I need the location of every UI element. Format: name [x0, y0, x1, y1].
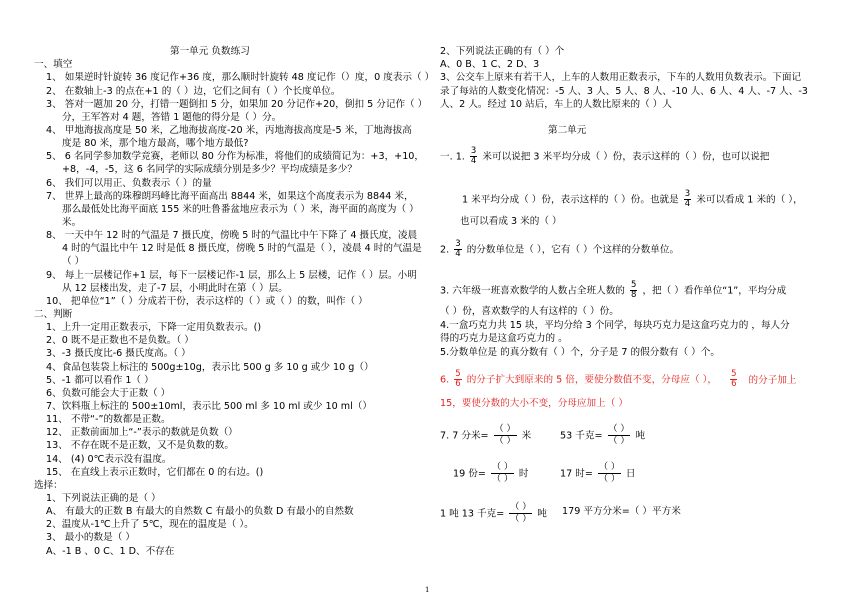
section-fill-blank: 一、填空 — [34, 59, 73, 70]
section-choice: 选择： — [34, 480, 63, 491]
question-8-line-3: （ ） — [62, 256, 85, 267]
choice-r2: 2、下列说法正确的有（ ）个 — [440, 46, 565, 57]
unit2-q6-line-2: 15，要使分数的大小不变，分母应加上（ ） — [440, 398, 628, 409]
blank-fraction[interactable]: $\frac{( )}{( )}$ — [598, 462, 620, 484]
blank-fraction[interactable]: $\frac{( )}{( )}$ — [510, 502, 532, 524]
convert-7-dm: 7. 7 分米= $\frac{( )}{( )}$ 米 — [440, 424, 532, 446]
section-judge: 二、判断 — [34, 309, 73, 320]
unit2-q3-line-1: 3. 六年级一班喜欢数学的人数占全班人数的 $\frac{5}{8}$ ，把（ ）看作单位“1”，平均分成 — [440, 280, 787, 300]
question-7-line-3: 米。 — [62, 217, 82, 228]
fraction-3-4: $\frac{3}{4}$ — [455, 239, 461, 259]
question-2: 2、 在数轴上-3 的点在+1 的（ ）边，它们之间有（ ）个长度单位。 — [46, 86, 341, 97]
judge-11: 11、 不带“-”的数都是正数。 — [46, 414, 171, 425]
judge-4: 4、食品包装袋上标注的 500g±10g，表示比 500 g 多 10 g 或少 10 g（） — [46, 362, 374, 373]
judge-2: 2、0 既不是正数也不是负数。（ ） — [46, 335, 194, 346]
question-4-line-1: 4、 甲地海拔高度是 50 米，乙地海拔高度-20 米，丙地海拔高度是-5 米，丁地海拔高 — [46, 125, 412, 136]
convert-179-sq-dm: 179 平方分米=（ ）平方米 — [562, 506, 681, 517]
fraction-5-8: $\frac{5}{8}$ — [630, 280, 637, 300]
blank-fraction[interactable]: $\frac{( )}{( )}$ — [608, 424, 630, 446]
choice-1-options: A、 有最大的正数 B 有最大的自然数 C 有最小的负数 D 有最小的自然数 — [46, 506, 354, 517]
u2-q1-number: 一. 1. — [440, 151, 465, 163]
question-3-line-1: 3、 答对一题加 20 分，打错一题倒扣 5 分，如果加 20 分记作+20，倒扣 5 分记作（ ） — [46, 99, 428, 110]
convert-1-ton-13-kg: 1 吨 13 千克= $\frac{( )}{( )}$ 吨 — [440, 502, 547, 524]
convert-19-min: 19 份= $\frac{( )}{( )}$ 时 — [453, 462, 529, 484]
judge-5: 5、-1 都可以看作 1（ ） — [46, 375, 154, 386]
convert-17-hours: 17 时= $\frac{( )}{( )}$ 日 — [560, 462, 636, 484]
unit2-q6-line-1: 6. $\frac{5}{6}$ 的分子扩大到原来的 5 倍，要使分数值不变，分母应（ ）， $\frac{5}{6}$ 的分子加上 — [440, 369, 797, 389]
question-8-line-2: 4 时的气温比中午 12 时是低 8 摄氏度，傍晚 5 时的气温是（ ），凌晨 4 时的气温是 — [62, 243, 422, 254]
question-7-line-1: 7、 世界上最高的珠穆朗玛峰比海平面高出 8844 米，如果这个高度表示为 8844 米， — [46, 191, 414, 202]
unit2-q3-line-2: （ ）份，喜欢数学的人有这样的（ ）份。 — [440, 306, 619, 317]
judge-7: 7、饮料瓶上标注的 500±10ml，表示比 500 ml 多 10 ml 或少 10 ml（） — [46, 401, 372, 412]
question-8-line-1: 8、 一天中午 12 时的气温是 7 摄氏度，傍晚 5 时的气温比中午下降了 4 摄氏度，凌晨 — [46, 230, 418, 241]
question-3-line-2: 分，王军答对 4 题，答错 1 题他的得分是（ ）分。 — [62, 112, 282, 123]
choice-1: 1、下列说法正确的是（ ） — [46, 493, 161, 504]
question-10: 10、 把单位“1”（ ）分成若干份，表示这样的（ ）或（ ）的数，叫作（ ） — [46, 296, 368, 307]
judge-3: 3、-3 摄氏度比-6 摄氏度高。（ ） — [46, 348, 191, 359]
convert-53-kg: 53 千克= $\frac{( )}{( )}$ 吨 — [560, 424, 646, 446]
blank-fraction[interactable]: $\frac{( )}{( )}$ — [494, 424, 516, 446]
question-5-line-1: 5、 6 名同学参加数学竞赛，老师以 80 分作为标准，将他们的成绩简记为：+3，+10， — [46, 151, 425, 162]
unit1-title: 第一单元 负数练习 — [170, 46, 250, 57]
unit2-q4-line-2: 得的巧克力是这盒巧克力的 。 — [440, 333, 568, 344]
choice-3: 3、 最小的数是（ ） — [46, 532, 135, 543]
question-9-line-1: 9、 每上一层楼记作+1 层，每下一层楼记作-1 层，那么上 5 层楼，记作（ ）层。小明 — [46, 270, 417, 281]
fraction-3-4: $\frac{3}{4}$ — [470, 146, 477, 166]
question-5-line-2: +8，-4，-5，这 6 名同学的实际成绩分别是多少？平均成绩是多少？ — [62, 164, 357, 175]
fraction-5-6: $\frac{5}{6}$ — [731, 369, 737, 389]
question-4-line-2: 度是 80 米，那个地方最高，哪个地方最低? — [62, 138, 249, 149]
question-1: 1、 如果逆时针旋转 36 度记作+36 度，那么顺时针旋转 48 度记作（）度，0 度表示（ ） — [46, 72, 435, 83]
unit2-q1-line-2: 1 米平均分成（ ）份，表示这样的（ ）份。也就是 $\frac{3}{4}$ 米可以看成 1 米的（ ）， — [462, 189, 803, 209]
judge-15: 15、 在直线上表示正数时，它们都在 0 的右边。() — [46, 467, 264, 478]
page-number: 1 — [425, 586, 430, 594]
choice-r3-line-1: 3、公交车上原来有若干人，上车的人数用正数表示，下车的人数用负数表示。下面记 — [440, 72, 802, 83]
fraction-5-6: $\frac{5}{6}$ — [455, 369, 461, 389]
unit2-q1-line-3: 也可以看成 3 米的（ ） — [460, 216, 562, 227]
judge-1: 1、上升一定用正数表示，下降一定用负数表示。() — [46, 322, 262, 333]
fraction-3-4: $\frac{3}{4}$ — [684, 189, 691, 209]
question-6: 6、 我们可以用正、负数表示（ ）的量 — [46, 178, 212, 189]
judge-14: 14、 (4) 0℃表示没有温度。 — [46, 454, 172, 465]
choice-r3-line-2: 录了每站的人数变化情况：-5 人、3 人、5 人、8 人、-10 人、6 人、4 人、-7 人、-3 — [440, 86, 808, 97]
choice-r2-options: A、0 B、1 C、2 D、3 — [440, 59, 540, 70]
blank-fraction[interactable]: $\frac{( )}{( )}$ — [491, 462, 513, 484]
choice-3-options: A、-1 B 、0 C、1 D、不存在 — [46, 546, 175, 557]
unit2-q4-line-1: 4.一盒巧克力共 15 块，平均分给 3 个同学，每块巧克力是这盒巧克力的 ，每人分 — [440, 320, 790, 331]
judge-12: 12、 正数前面加上“-”表示的数就是负数（） — [46, 427, 238, 438]
unit2-q1-line-1: 一. 1. $\frac{3}{4}$ 米可以说把 3 米平均分成（ ）份，表示这样的（ ）份，也可以说把 — [440, 146, 770, 166]
unit2-q5: 5.分数单位是 的真分数有（ ）个，分子是 7 的假分数有（ ）个。 — [440, 347, 720, 358]
unit2-q2: 2. $\frac{3}{4}$ 的分数单位是（ ），它有（ ）个这样的分数单位。 — [440, 239, 680, 259]
unit2-title: 第二单元 — [548, 125, 587, 136]
judge-6: 6、负数可能会大于正数（ ） — [46, 388, 171, 399]
choice-r3-line-3: 人、2 人。经过 10 站后，车上的人数比原来的（ ）人 — [440, 99, 672, 110]
choice-2: 2、温度从-1℃上升了 5℃，现在的温度是（ ）。 — [46, 519, 254, 530]
question-9-line-2: 从 12 层楼出发，走了-7 层，小明此时在第（ ）层。 — [62, 283, 288, 294]
question-7-line-2: 那么最低处比海平面底 155 米的吐鲁番盆地应表示为（ ）米，海平面的高度为（ ） — [62, 204, 419, 215]
judge-13: 13、 不存在既不是正数，又不是负数的数。 — [46, 440, 234, 451]
